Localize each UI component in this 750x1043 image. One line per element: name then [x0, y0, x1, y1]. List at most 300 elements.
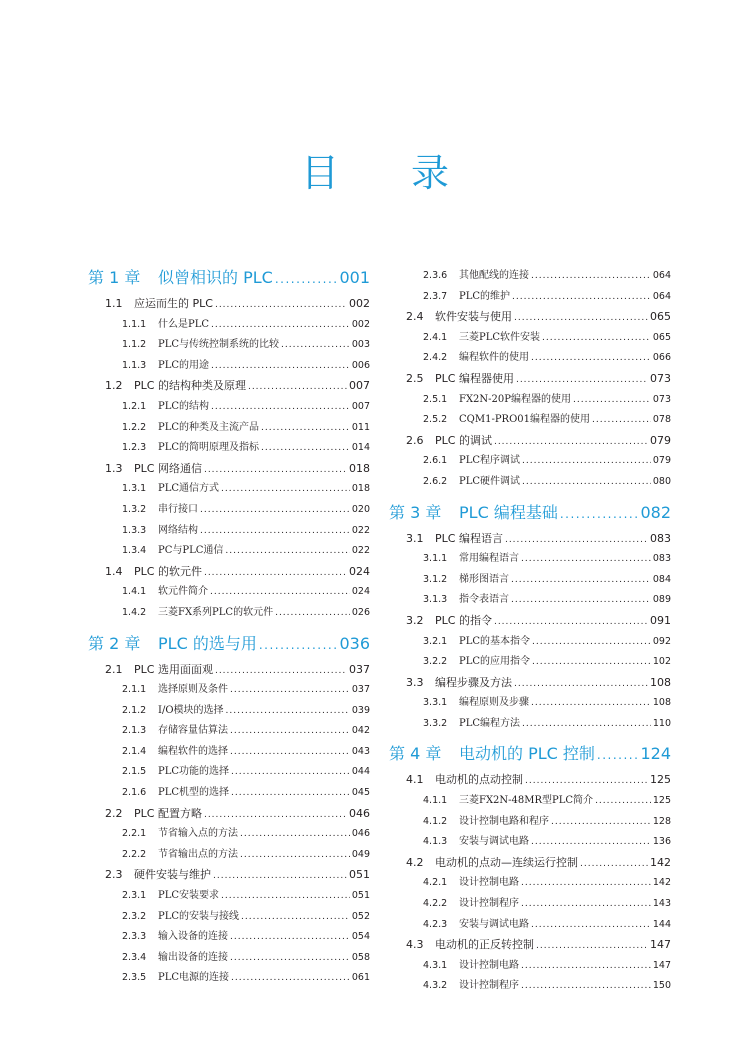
toc-column-left — [88, 266, 370, 989]
dot-leader — [551, 812, 651, 833]
toc-subsection-entry[interactable] — [389, 894, 671, 915]
dot-leader — [275, 603, 350, 624]
dot-leader — [580, 854, 648, 875]
section-title: PLC 配置方略 — [134, 806, 202, 820]
toc-subsection-entry[interactable] — [389, 410, 671, 431]
dot-leader — [573, 390, 651, 411]
chapter-number: 第 1 章 — [88, 268, 141, 287]
section-title: 硬件安装与维护 — [134, 868, 211, 882]
toc-section-entry[interactable] — [88, 376, 370, 397]
section-number: 1.1 — [105, 297, 123, 310]
dot-leader — [240, 824, 350, 845]
subsection-number: 1.3.4 — [122, 545, 147, 557]
toc-subsection-entry[interactable] — [88, 948, 370, 969]
page-number: 007 — [349, 379, 370, 393]
subsection-title: 节省输入点的方法 — [158, 828, 238, 840]
chapter-number: 第 2 章 — [88, 633, 141, 653]
section-number: 4.1 — [406, 773, 424, 787]
subsection-title: PLC的简明原理及指标 — [158, 442, 260, 454]
section-title: PLC 编程器使用 — [435, 371, 514, 385]
dot-leader — [204, 563, 347, 584]
subsection-number: 2.6.1 — [423, 455, 448, 467]
subsection-number: 4.1.2 — [423, 815, 448, 827]
subsection-title: PC与PLC通信 — [158, 545, 224, 557]
dot-leader — [211, 397, 350, 418]
dot-leader — [230, 680, 350, 701]
dot-leader — [275, 267, 338, 291]
subsection-title: 网络结构 — [158, 524, 198, 536]
toc-subsection-entry[interactable] — [389, 390, 671, 411]
page-number: 024 — [351, 586, 370, 598]
page-number: 089 — [652, 594, 671, 606]
page-number: 043 — [351, 745, 370, 757]
page-number: 136 — [652, 836, 671, 848]
dot-leader — [210, 582, 350, 603]
dot-leader — [531, 266, 651, 287]
page-number: 018 — [351, 483, 370, 495]
subsection-number: 1.3.2 — [122, 503, 147, 515]
page-number: 051 — [349, 868, 370, 882]
subsection-number: 4.2.1 — [423, 877, 448, 889]
page-number: 051 — [351, 890, 370, 902]
toc-section-entry[interactable] — [389, 307, 671, 328]
subsection-number: 2.4.1 — [423, 331, 448, 343]
subsection-number: 4.3.1 — [423, 959, 448, 971]
subsection-title: 三菱PLC软件安装 — [459, 331, 541, 343]
section-number: 1.3 — [105, 461, 123, 475]
toc-subsection-entry[interactable] — [389, 287, 671, 308]
section-number: 3.1 — [406, 531, 424, 545]
subsection-number: 1.1.3 — [122, 359, 147, 371]
page-number: 142 — [650, 855, 671, 869]
dot-leader — [522, 451, 651, 472]
page-number: 042 — [351, 725, 370, 737]
toc-section-entry[interactable] — [389, 935, 671, 956]
dot-leader — [230, 948, 350, 969]
subsection-title: 安装与调试电路 — [459, 918, 529, 930]
subsection-title: 三菱FX2N-48MR型PLC简介 — [459, 795, 594, 807]
subsection-number: 2.5.2 — [423, 414, 448, 426]
subsection-number: 2.2.2 — [122, 848, 147, 860]
dot-leader — [211, 356, 350, 377]
page-number: 054 — [351, 931, 370, 943]
subsection-number: 2.3.6 — [423, 270, 448, 281]
subsection-title: FX2N-20P编程器的使用 — [459, 393, 572, 405]
section-number: 2.4 — [406, 310, 424, 324]
subsection-title: 节省输出点的方法 — [158, 848, 238, 860]
subsection-number: 4.2.2 — [423, 898, 448, 910]
dot-leader — [213, 866, 347, 887]
toc-subsection-entry[interactable] — [389, 832, 671, 853]
section-number: 2.1 — [105, 662, 123, 676]
section-title: 编程步骤及方法 — [435, 675, 512, 689]
chapter-title: 电动机的 PLC 控制 — [459, 744, 595, 764]
dot-leader — [514, 674, 648, 695]
toc-section-entry[interactable] — [88, 865, 370, 886]
page-number: 108 — [652, 697, 671, 709]
toc-subsection-entry[interactable] — [389, 812, 671, 833]
page-number: 065 — [650, 310, 671, 324]
section-number: 2.2 — [105, 806, 123, 820]
toc-subsection-entry[interactable] — [88, 762, 370, 783]
dot-leader — [522, 714, 651, 735]
subsection-title: PLC的安装与接线 — [158, 910, 240, 922]
subsection-number: 1.2.1 — [122, 400, 147, 412]
dot-leader — [215, 295, 347, 316]
toc-subsection-entry[interactable] — [88, 927, 370, 948]
subsection-title: PLC编程方法 — [459, 717, 521, 729]
subsection-title: PLC的基本指令 — [459, 635, 531, 647]
subsection-title: 指令表语言 — [459, 594, 509, 606]
subsection-number: 4.1.1 — [423, 795, 448, 807]
dot-leader — [200, 521, 350, 542]
subsection-title: 常用编程语言 — [459, 553, 519, 565]
toc-subsection-entry[interactable] — [88, 742, 370, 763]
page-number: 045 — [351, 787, 370, 799]
toc-chapter-entry[interactable] — [389, 501, 671, 525]
dot-leader — [531, 348, 651, 369]
subsection-number: 4.2.3 — [423, 918, 448, 930]
toc-subsection-entry[interactable] — [88, 968, 370, 989]
page-number: 092 — [652, 635, 671, 647]
page-number: 147 — [650, 938, 671, 952]
section-title: 电动机的点动控制 — [435, 773, 523, 787]
dot-leader — [225, 541, 349, 562]
toc-section-entry[interactable] — [389, 431, 671, 452]
toc-section-entry[interactable] — [88, 294, 370, 315]
toc-subsection-entry[interactable] — [88, 438, 370, 459]
section-number: 3.3 — [406, 675, 424, 689]
subsection-number: 1.2.2 — [122, 421, 147, 433]
page-number: 022 — [351, 545, 370, 557]
toc-subsection-entry[interactable] — [389, 590, 671, 611]
subsection-number: 2.2.1 — [122, 828, 147, 840]
dot-leader — [516, 370, 648, 391]
toc-subsection-entry[interactable] — [389, 348, 671, 369]
subsection-number: 3.2.1 — [423, 635, 448, 647]
toc-section-entry[interactable] — [389, 611, 671, 632]
dot-leader — [521, 976, 651, 997]
page-number: 080 — [652, 475, 671, 487]
dot-leader — [512, 287, 651, 308]
subsection-title: 编程原则及步骤 — [459, 697, 529, 709]
page-number: 006 — [351, 359, 370, 371]
toc-subsection-entry[interactable] — [88, 845, 370, 866]
toc-subsection-entry[interactable] — [88, 824, 370, 845]
dot-leader — [505, 530, 648, 551]
toc-subsection-entry[interactable] — [389, 632, 671, 653]
dot-leader — [241, 907, 350, 928]
dot-leader — [521, 894, 651, 915]
chapter-title: 似曾相识的 PLC — [158, 268, 273, 287]
page-number: 150 — [652, 980, 671, 992]
dot-leader — [522, 472, 651, 493]
page-number: 065 — [652, 331, 671, 343]
dot-leader — [211, 315, 350, 336]
toc-subsection-entry[interactable] — [389, 570, 671, 591]
page-number: 102 — [652, 656, 671, 668]
toc-subsection-entry[interactable] — [88, 721, 370, 742]
page-number: 079 — [650, 433, 671, 447]
page-number: 039 — [351, 704, 370, 716]
page-number: 110 — [652, 717, 671, 729]
page-number: 108 — [650, 675, 671, 689]
dot-leader — [521, 549, 651, 570]
dot-leader — [531, 832, 651, 853]
page-number: 002 — [351, 318, 370, 330]
section-title: 应运而生的 PLC — [134, 297, 213, 310]
subsection-title: 存储容量估算法 — [158, 725, 228, 737]
dot-leader — [494, 432, 648, 453]
page-number: 001 — [339, 268, 370, 287]
page-number: 142 — [652, 877, 671, 889]
page-number: 073 — [652, 393, 671, 405]
subsection-title: 梯形图语言 — [459, 573, 509, 585]
toc-subsection-entry[interactable] — [389, 652, 671, 673]
dot-leader — [532, 652, 651, 673]
section-title: 软件安装与使用 — [435, 310, 512, 324]
subsection-title: 三菱FX系列PLC的软元件 — [158, 606, 274, 618]
dot-leader — [204, 460, 347, 481]
dot-leader — [240, 845, 350, 866]
toc-subsection-entry[interactable] — [88, 582, 370, 603]
subsection-number: 2.1.2 — [122, 704, 147, 716]
dot-leader — [230, 721, 350, 742]
page-number: 037 — [351, 684, 370, 696]
subsection-title: 设计控制电路 — [459, 877, 519, 889]
subsection-number: 1.1.2 — [122, 339, 147, 351]
subsection-title: 安装与调试电路 — [459, 836, 529, 848]
dot-leader — [511, 590, 651, 611]
page-number: 007 — [351, 400, 370, 412]
subsection-number: 1.3.3 — [122, 524, 147, 536]
subsection-title: PLC程序调试 — [459, 455, 521, 467]
toc-subsection-entry[interactable] — [88, 356, 370, 377]
toc-subsection-entry[interactable] — [389, 976, 671, 997]
section-number: 2.3 — [105, 868, 123, 882]
dot-leader — [231, 783, 350, 804]
page-number: 061 — [351, 972, 370, 984]
subsection-title: PLC安装要求 — [158, 890, 220, 902]
page-number: 046 — [349, 806, 370, 820]
dot-leader — [261, 438, 350, 459]
subsection-title: PLC电源的连接 — [158, 972, 230, 984]
subsection-title: PLC硬件调试 — [459, 475, 521, 487]
page-number: 052 — [351, 910, 370, 922]
subsection-title: 设计控制程序 — [459, 898, 519, 910]
subsection-title: PLC的结构 — [158, 400, 210, 412]
subsection-title: 编程软件的选择 — [158, 745, 228, 757]
page-number: 002 — [349, 297, 370, 310]
subsection-number: 2.3.4 — [122, 951, 147, 963]
subsection-title: 串行接口 — [158, 503, 198, 515]
dot-leader — [560, 502, 639, 526]
toc-section-entry[interactable] — [389, 529, 671, 550]
page-number: 082 — [640, 502, 671, 522]
subsection-number: 3.1.3 — [423, 594, 448, 606]
toc-subsection-entry[interactable] — [88, 315, 370, 336]
page-number: 073 — [650, 371, 671, 385]
toc-subsection-entry[interactable] — [88, 541, 370, 562]
page-number: 003 — [351, 339, 370, 351]
page-number: 064 — [652, 290, 671, 302]
section-number: 3.2 — [406, 613, 424, 627]
toc-chapter-entry[interactable] — [88, 632, 370, 656]
page-number: 044 — [351, 766, 370, 778]
subsection-number: 3.1.2 — [423, 573, 448, 585]
subsection-number: 2.3.5 — [122, 972, 147, 984]
subsection-title: PLC的应用指令 — [459, 656, 531, 668]
subsection-number: 3.3.1 — [423, 697, 448, 709]
toc-subsection-entry[interactable] — [389, 472, 671, 493]
toc-subsection-entry[interactable] — [88, 886, 370, 907]
section-number: 4.3 — [406, 938, 424, 952]
page-number: 143 — [652, 898, 671, 910]
dot-leader — [231, 968, 350, 989]
toc-chapter-entry[interactable] — [88, 266, 370, 290]
page-number: 125 — [652, 795, 671, 807]
toc-section-entry[interactable] — [88, 459, 370, 480]
toc-subsection-entry[interactable] — [389, 693, 671, 714]
toc-section-entry[interactable] — [88, 804, 370, 825]
section-number: 1.4 — [105, 564, 123, 578]
toc-subsection-entry[interactable] — [389, 915, 671, 936]
dot-leader — [525, 771, 648, 792]
toc-subsection-entry[interactable] — [389, 714, 671, 735]
chapter-title: PLC 编程基础 — [459, 502, 558, 522]
section-title: PLC 的调试 — [435, 433, 492, 447]
subsection-number: 3.3.2 — [423, 717, 448, 729]
page-number: 036 — [339, 633, 370, 653]
toc-subsection-entry[interactable] — [88, 418, 370, 439]
subsection-number: 2.1.1 — [122, 684, 147, 696]
subsection-title: PLC的维护 — [459, 290, 511, 302]
toc-subsection-entry[interactable] — [88, 680, 370, 701]
subsection-number: 2.3.3 — [122, 931, 147, 943]
chapter-number: 第 3 章 — [389, 502, 442, 522]
toc-subsection-entry[interactable] — [389, 451, 671, 472]
section-title: PLC 选用面面观 — [134, 662, 213, 676]
page-number: 049 — [351, 848, 370, 860]
dot-leader — [221, 479, 350, 500]
subsection-title: 设计控制电路 — [459, 959, 519, 971]
toc-subsection-entry[interactable] — [88, 521, 370, 542]
toc-subsection-entry[interactable] — [389, 549, 671, 570]
toc-subsection-entry[interactable] — [88, 479, 370, 500]
page-number: 144 — [652, 918, 671, 930]
subsection-number: 2.1.6 — [122, 787, 147, 799]
section-title: 电动机的正反转控制 — [435, 938, 534, 952]
toc-subsection-entry[interactable] — [389, 328, 671, 349]
toc-subsection-entry[interactable] — [88, 397, 370, 418]
subsection-number: 3.2.2 — [423, 656, 448, 668]
toc-section-entry[interactable] — [88, 660, 370, 681]
subsection-title: PLC的用途 — [158, 359, 210, 371]
dot-leader — [531, 915, 651, 936]
dot-leader — [261, 418, 350, 439]
subsection-title: PLC的种类及主流产品 — [158, 421, 260, 433]
dot-leader — [215, 661, 347, 682]
subsection-title: 设计控制程序 — [459, 980, 519, 992]
section-title: PLC 的软元件 — [134, 564, 202, 578]
dot-leader — [532, 632, 651, 653]
page-number: 084 — [652, 573, 671, 585]
dot-leader — [592, 410, 651, 431]
page-number: 147 — [652, 959, 671, 971]
section-title: PLC 网络通信 — [134, 461, 202, 475]
page-number: 091 — [650, 613, 671, 627]
toc-subsection-entry[interactable] — [88, 907, 370, 928]
subsection-number: 2.1.4 — [122, 745, 147, 757]
page-number: 026 — [351, 606, 370, 618]
subsection-number: 1.2.3 — [122, 442, 147, 454]
toc-chapter-entry[interactable] — [389, 742, 671, 766]
dot-leader — [281, 335, 350, 356]
subsection-title: I/O模块的选择 — [158, 704, 224, 716]
toc-subsection-entry[interactable] — [88, 500, 370, 521]
subsection-title: 输入设备的连接 — [158, 931, 228, 943]
toc-column-right — [389, 266, 671, 997]
page-number: 064 — [652, 270, 671, 281]
subsection-title: 其他配线的连接 — [459, 270, 529, 281]
toc-subsection-entry[interactable] — [88, 603, 370, 624]
dot-leader — [230, 927, 350, 948]
section-number: 2.6 — [406, 433, 424, 447]
section-title: PLC 的指令 — [435, 613, 492, 627]
toc-section-entry[interactable] — [389, 770, 671, 791]
dot-leader — [230, 742, 350, 763]
subsection-number: 1.4.1 — [122, 586, 147, 598]
dot-leader — [531, 693, 651, 714]
subsection-title: PLC与传统控制系统的比较 — [158, 339, 280, 351]
chapter-number: 第 4 章 — [389, 744, 442, 764]
dot-leader — [521, 873, 651, 894]
toc-subsection-entry[interactable] — [389, 791, 671, 812]
dot-leader — [221, 886, 350, 907]
subsection-number: 2.3.7 — [423, 290, 448, 302]
toc-subsection-entry[interactable] — [389, 873, 671, 894]
toc-section-entry[interactable] — [389, 673, 671, 694]
subsection-number: 1.1.1 — [122, 318, 147, 330]
subsection-number: 1.4.2 — [122, 606, 147, 618]
toc-subsection-entry[interactable] — [88, 783, 370, 804]
page-number: 125 — [650, 773, 671, 787]
dot-leader — [536, 936, 648, 957]
dot-leader — [597, 743, 639, 767]
subsection-number: 2.5.1 — [423, 393, 448, 405]
toc-subsection-entry[interactable] — [88, 701, 370, 722]
toc-section-entry[interactable] — [88, 562, 370, 583]
subsection-title: 输出设备的连接 — [158, 951, 228, 963]
subsection-number: 2.4.2 — [423, 352, 448, 364]
toc-subsection-entry[interactable] — [389, 956, 671, 977]
dot-leader — [231, 762, 350, 783]
dot-leader — [494, 612, 648, 633]
toc-subsection-entry[interactable] — [389, 266, 671, 287]
dot-leader — [542, 328, 651, 349]
subsection-number: 2.1.3 — [122, 725, 147, 737]
dot-leader — [204, 805, 347, 826]
page-number: 058 — [351, 951, 370, 963]
toc-subsection-entry[interactable] — [88, 335, 370, 356]
subsection-title: PLC通信方式 — [158, 483, 220, 495]
dot-leader — [514, 308, 648, 329]
toc-section-entry[interactable] — [389, 853, 671, 874]
subsection-number: 2.3.2 — [122, 910, 147, 922]
subsection-title: 选择原则及条件 — [158, 684, 228, 696]
page-number: 124 — [640, 744, 671, 764]
toc-section-entry[interactable] — [389, 369, 671, 390]
